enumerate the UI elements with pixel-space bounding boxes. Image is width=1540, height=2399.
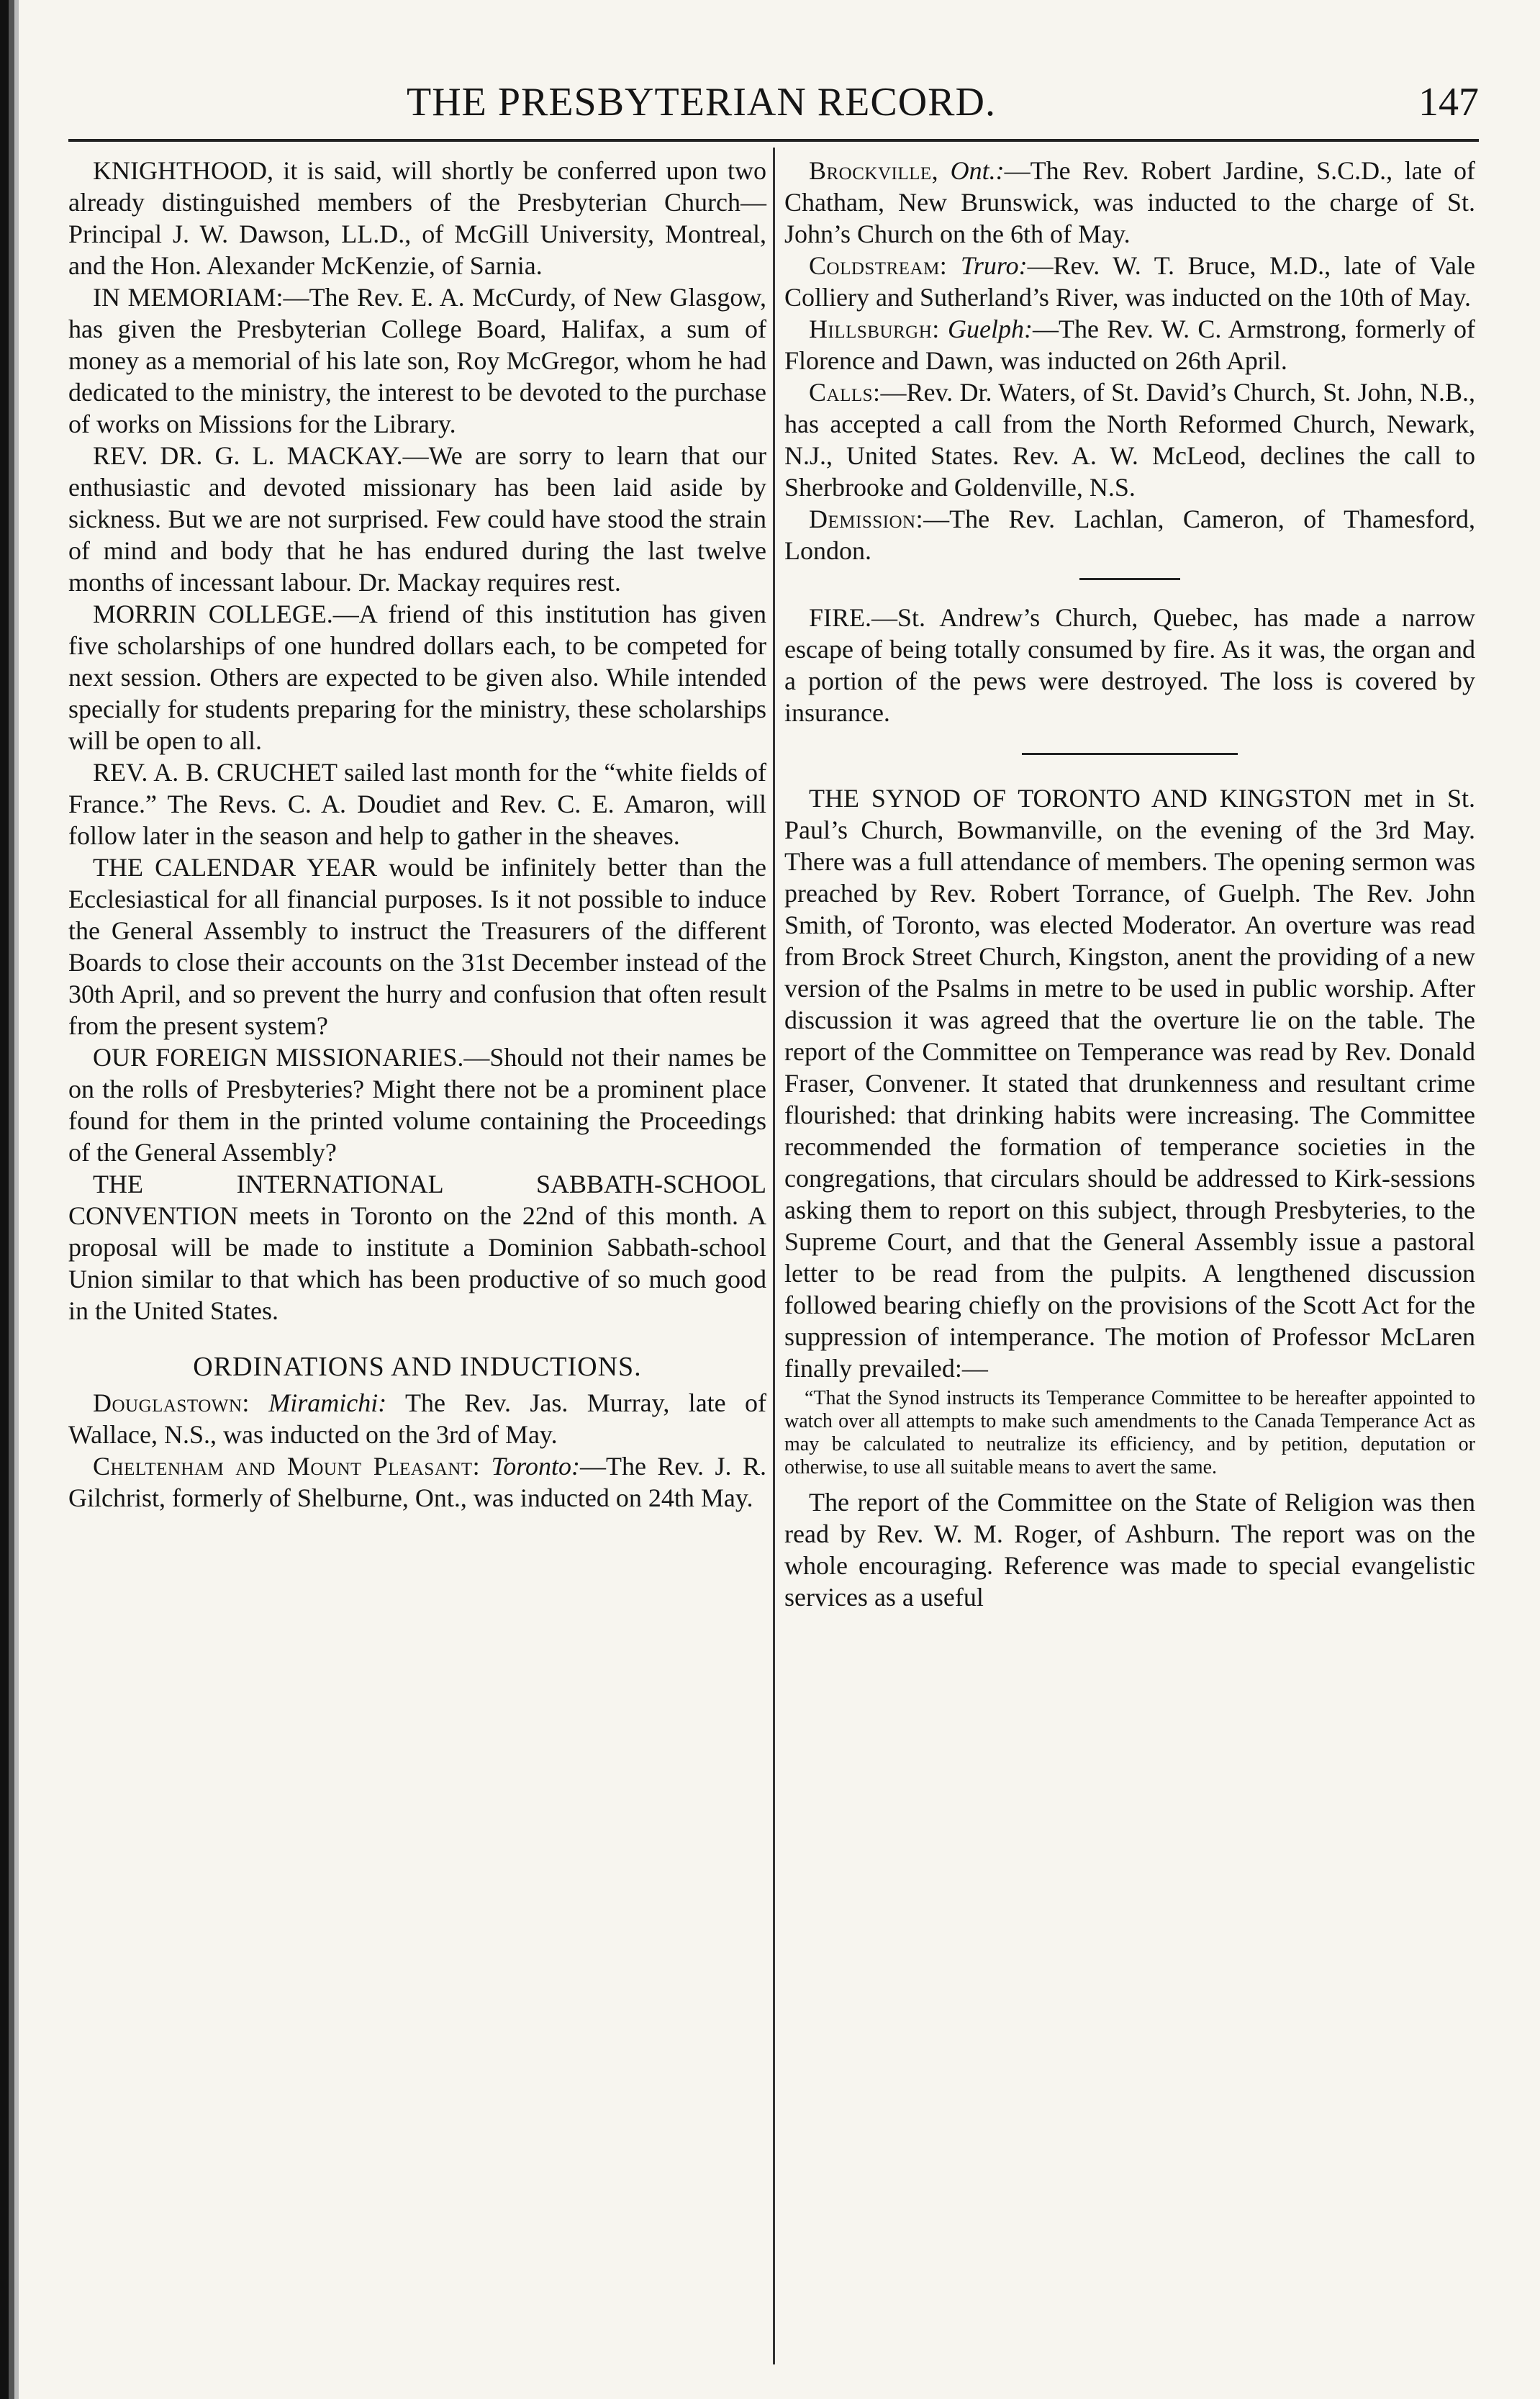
demission-entry <box>784 503 1475 566</box>
demission-text: —The Rev. Lachlan, Cameron, of Thamesford, London. <box>784 505 1475 565</box>
ordination-presbytery: Ont.: <box>950 156 1005 185</box>
long-separator <box>1022 753 1238 755</box>
ordination-place: Brockville, <box>809 156 939 185</box>
ordination-place: Cheltenham and Mount Pleasant: <box>93 1452 481 1481</box>
paragraph-synod: THE SYNOD OF TORONTO AND KINGSTON met in St. Paul’s Church, Bowmanville, on the evening of the 3rd May. There was a full attendance of members. The opening sermon was preached by Rev. Robert Torrance, of Guelph. The Rev. John Smith, of Toronto, was elected Moderator. An overture was read from Brock Street Church, Kingston, anent the providing of a new version of the Psalms in metre to be used in public worship. After discussion it was agreed that the overture lie on the table. The report of the Committee on Temperance was read by Rev. Donald Fraser, Convener. It stated that drunkenness and resultant crime flourished: that drinking habits were increasing. The Committee recommended the formation of temperance societies in the congregations, that circulars should be addressed to Kirk-sessions asking them to report on this subject, through Presbyteries, to the Supreme Court, and that the General Assembly issue a pastoral letter to be read from the pulpits. A lengthened discussion followed bearing chiefly on the provisions of the Scott Act for the suppression of intemperance. The motion of Professor McLaren finally prevailed:— <box>784 784 1475 1383</box>
calls-text: —Rev. Dr. Waters, of St. David’s Church, St. John, N.B., has accepted a call from the North Reformed Church, Newark, N.J., United States. Rev. A. W. McLeod, declines the call to Sherbrooke and Goldenville, N.S. <box>784 378 1475 502</box>
ordination-place: Douglastown: <box>93 1388 250 1417</box>
calls-entry <box>784 376 1475 503</box>
ordination-place: Hillsburgh: <box>809 315 940 343</box>
short-separator <box>1079 578 1180 580</box>
ordination-text: —The Rev. W. C. Armstrong, formerly of Florence and Dawn, was inducted on 26th April. <box>784 315 1475 375</box>
ordination-place: Coldstream: <box>809 251 948 280</box>
paragraph-dr-mackay: REV. DR. G. L. MACKAY.—We are sorry to learn that our enthusiastic and devoted missionary has been laid aside by sickness. But we are not surprised. Few could have stood the strain of mind and body that he has endured during the last twelve months of incessant labour. Dr. Mackay requires rest. <box>68 441 766 597</box>
paragraph-foreign-missionaries: OUR FOREIGN MISSIONARIES.—Should not their names be on the rolls of Presbyteries? Might there not be a prominent place found for them in the printed volume containing the Proceedings of the General Assembly? <box>68 1043 766 1167</box>
synod-resolution-quote <box>784 1387 1475 1479</box>
ordination-presbytery: Toronto: <box>491 1452 580 1481</box>
calls-label: Calls: <box>809 378 881 407</box>
column-divider <box>773 148 775 2364</box>
paragraph-morrin-college: MORRIN COLLEGE.—A friend of this institution has given five scholarships of one hundred dollars each, to be competed for next session. Others are expected to be given also. While intended specially for students preparing for the ministry, these scholarships will be open to all. <box>68 600 766 755</box>
left-column <box>68 155 766 1514</box>
demission-label: Demission: <box>809 505 924 533</box>
ordination-entry <box>68 1387 766 1450</box>
page-title: THE PRESBYTERIAN RECORD. <box>407 80 996 125</box>
page-header <box>68 79 1479 137</box>
ordination-entry <box>784 313 1475 376</box>
ordination-text: —Rev. W. T. Bruce, M.D., late of Vale Colliery and Sutherland’s River, was inducted on the 10th of May. <box>784 251 1476 312</box>
paragraph-fire: FIRE.—St. Andrew’s Church, Quebec, has made a narrow escape of being totally consumed by fire. As it was, the organ and a portion of the pews were destroyed. The loss is covered by insurance. <box>784 603 1475 727</box>
ordination-presbytery: Truro: <box>960 251 1028 280</box>
ordination-entry <box>784 250 1475 313</box>
ordination-text: —The Rev. J. R. Gilchrist, formerly of Shelburne, Ont., was inducted on 24th May. <box>68 1452 766 1512</box>
ordination-presbytery: Guelph: <box>948 315 1033 343</box>
right-column <box>784 155 1475 1613</box>
paragraph-cruchet: REV. A. B. CRUCHET sailed last month for the “white fields of France.” The Revs. C. A. Doudiet and Rev. C. E. Amaron, will follow later in the season and help to gather in the sheaves. <box>68 758 766 850</box>
paragraph-in-memoriam: IN MEMORIAM:—The Rev. E. A. McCurdy, of New Glasgow, has given the Presbyterian College Board, Halifax, a sum of money as a memorial of his late son, Roy McGregor, whom he had dedicated to the ministry, the interest to be devoted to the purchase of works on Missions for the Library. <box>68 283 766 438</box>
ordination-text: —The Rev. Robert Jardine, S.C.D., late of Chatham, New Brunswick, was inducted to the charge of St. John’s Church on the 6th of May. <box>784 156 1475 248</box>
paragraph-calendar-year: THE CALENDAR YEAR would be infinitely better than the Ecclesiastical for all financial purposes. Is it not possible to induce the General Assembly to instruct the Treasurers of the different Boards to close their accounts on the 31st December instead of the 30th April, and so prevent the hurry and confusion that often result from the present system? <box>68 853 766 1040</box>
section-heading-ordinations: ORDINATIONS AND INDUCTIONS. <box>193 1352 642 1382</box>
page-edge <box>0 0 22 2399</box>
paragraph-sabbath-school: THE INTERNATIONAL SABBATH-SCHOOL CONVENTION meets in Toronto on the 22nd of this month. A proposal will be made to institute a Dominion Sabbath-school Union similar to that which has been productive of so much good in the United States. <box>68 1170 766 1325</box>
page-number: 147 <box>1418 80 1479 125</box>
paragraph-knighthood: KNIGHTHOOD, it is said, will shortly be conferred upon two already distinguished members of the Presbyterian Church—Principal J. W. Dawson, LL.D., of McGill University, Montreal, and the Hon. Alexander McKenzie, of Sarnia. <box>68 156 766 280</box>
paragraph-state-of-religion: The report of the Committee on the State of Religion was then read by Rev. W. M. Roger, of Ashburn. The report was on the whole encouraging. Reference was made to special evangelistic services as a useful <box>784 1488 1475 1612</box>
quote-text: “That the Synod instructs its Temperance Committee to be hereafter appointed to watch over all attempts to make such amendments to the Canada Temperance Act as may be calculated to neutralize its efficiency, and by petition, deputation or otherwise, to use all suitable means to avert the same. <box>784 1387 1475 1478</box>
header-rule <box>68 139 1479 142</box>
ordination-entry <box>68 1450 766 1514</box>
ordination-entry <box>784 155 1475 250</box>
ordination-presbytery: Miramichi: <box>268 1388 387 1417</box>
ordination-text: The Rev. Jas. Murray, late of Wallace, N.S., was inducted on the 3rd of May. <box>68 1388 766 1449</box>
